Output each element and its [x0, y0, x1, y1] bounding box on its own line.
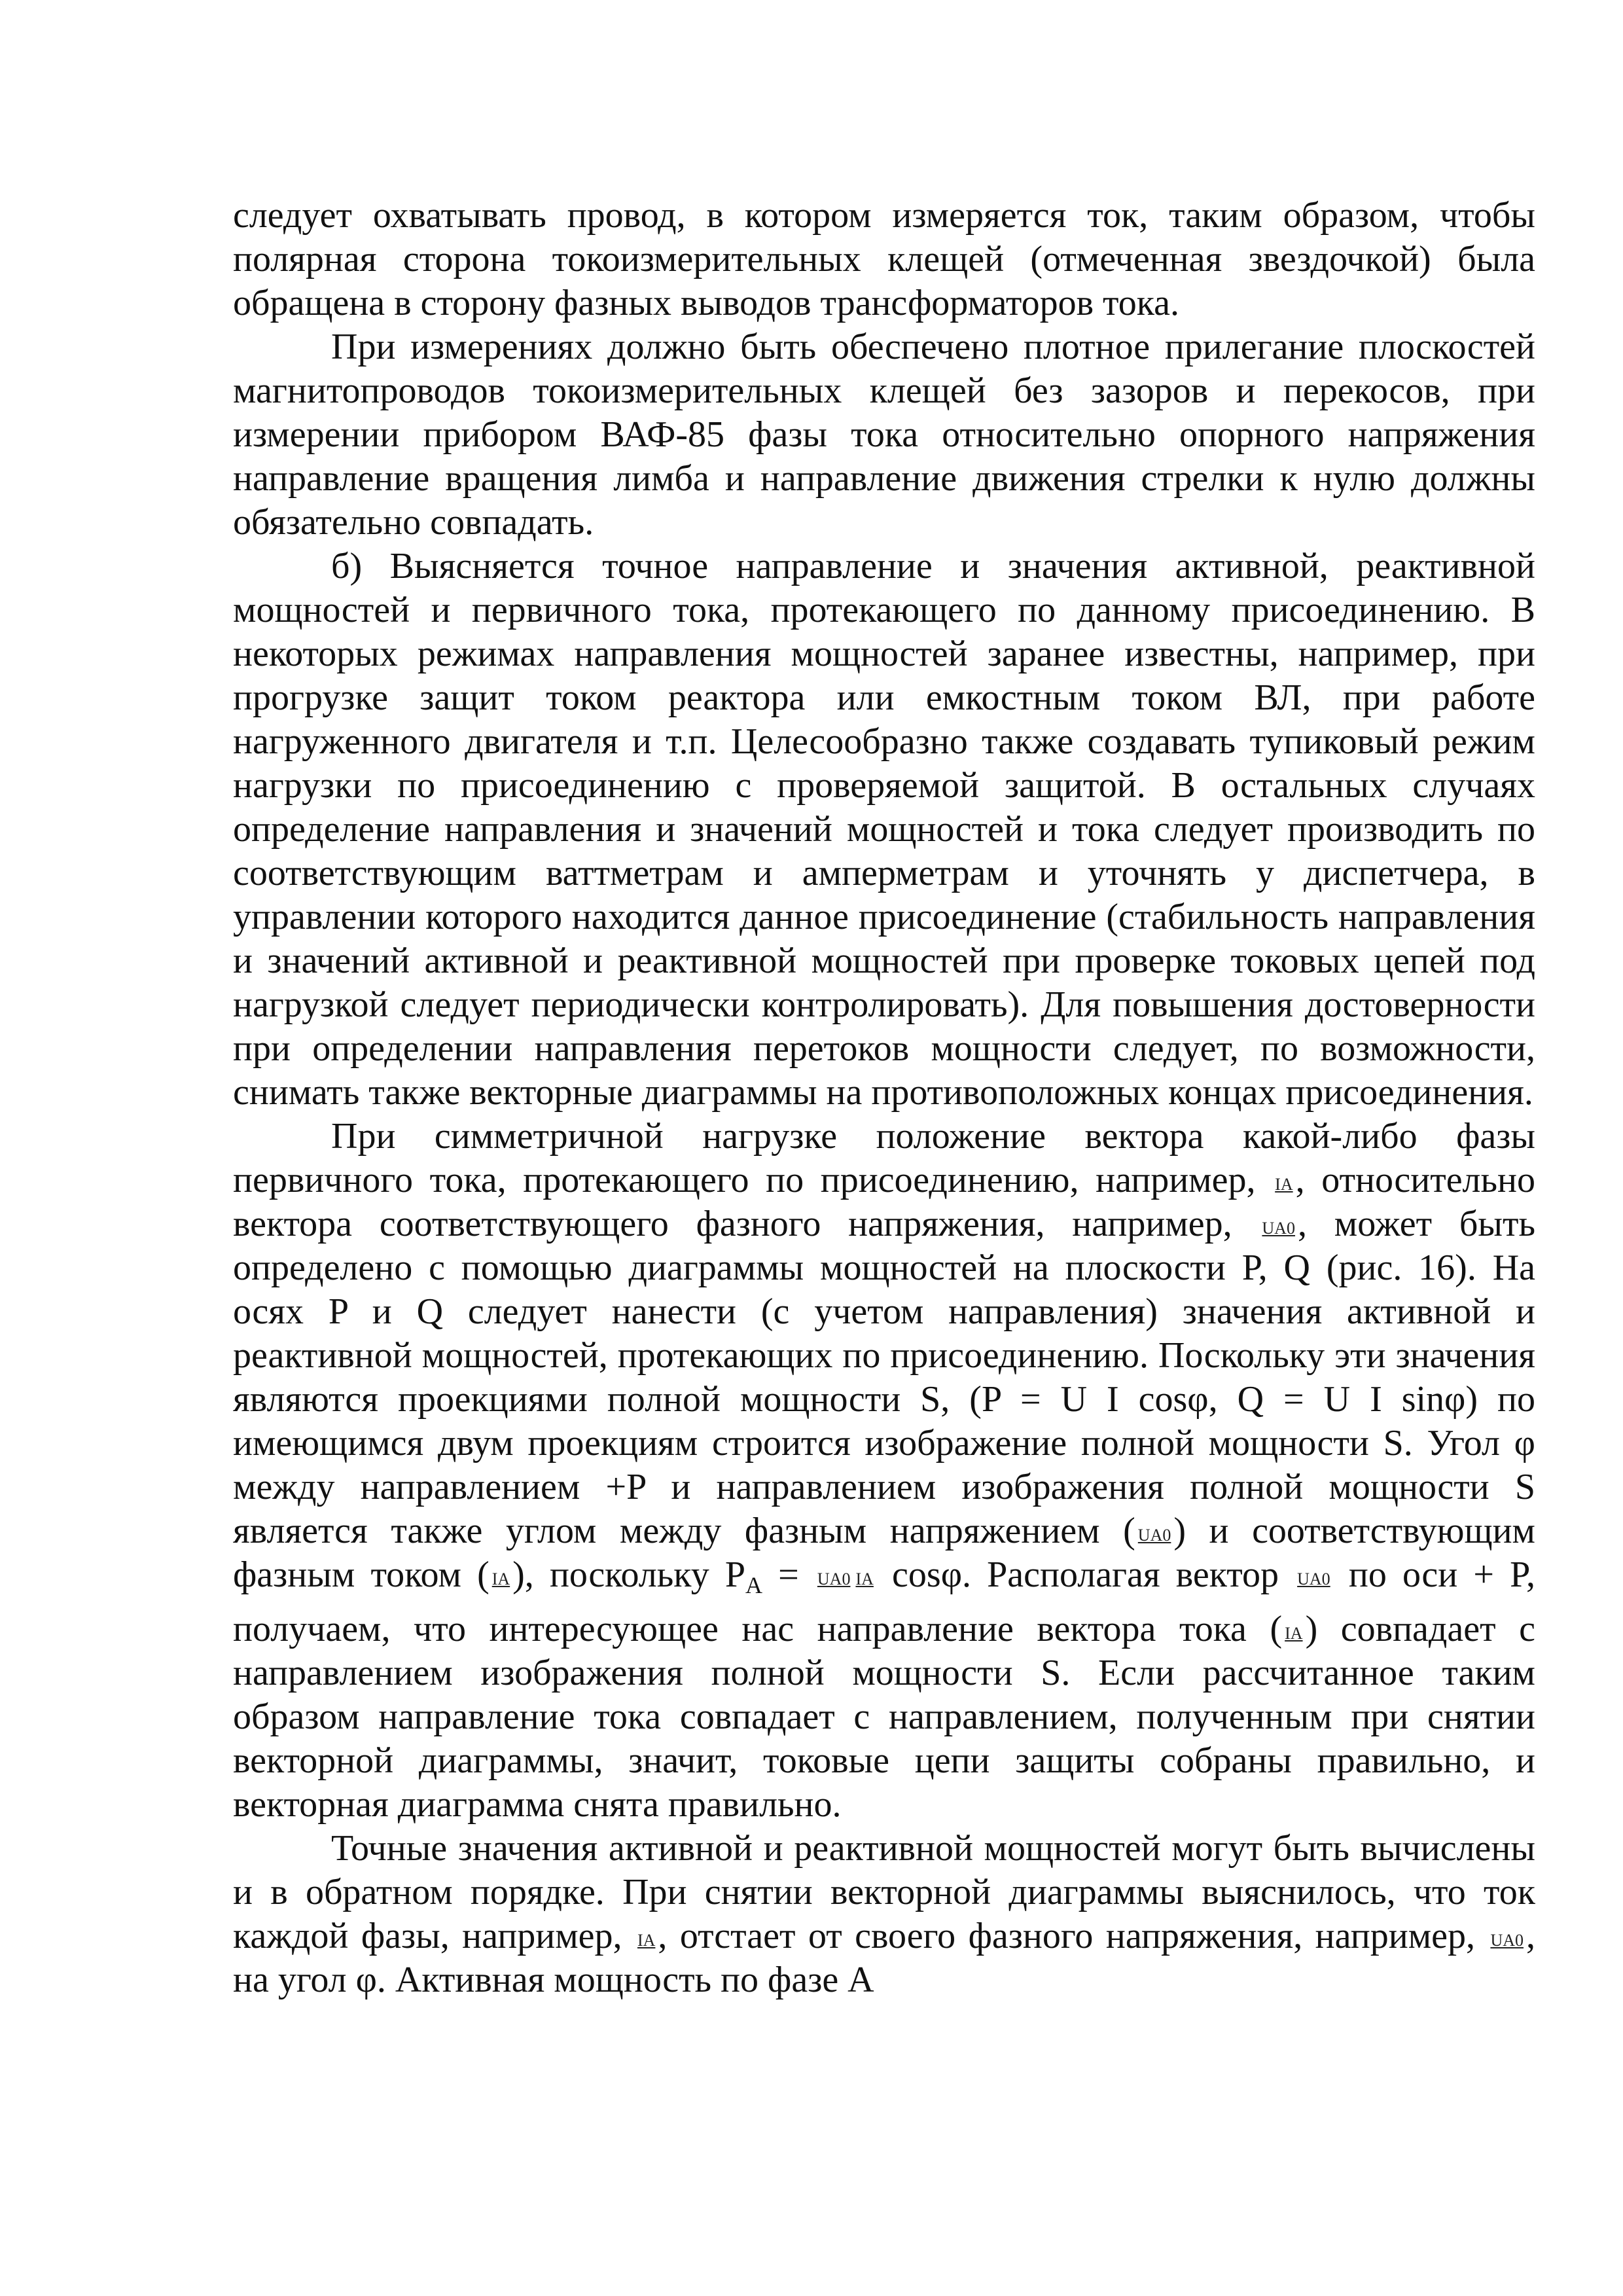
current-ia-symbol: IA	[637, 1931, 656, 1950]
voltage-ua0-symbol: UA0	[817, 1570, 851, 1588]
document-page	[233, 194, 1535, 2002]
paragraph-2: При измерениях должно быть обеспечено плотное прилегание плоскостей магнитопроводов токоизмерительных клещей без зазоров и перекосов, при измерении прибором ВАФ-85 фазы тока относительно опорного напряжения направление вращения лимба и направление движения стрелки к нулю должны обязательно совпадать.	[233, 327, 1535, 543]
voltage-ua0-symbol: UA0	[1490, 1931, 1524, 1950]
p4-text-8: по оси + P, получаем, что интересующее нас направление вектора тока (	[233, 1554, 1536, 1649]
voltage-ua0-symbol: UA0	[1262, 1219, 1295, 1238]
p4-text-5: ), поскольку P	[512, 1554, 745, 1595]
p4-text-6: =	[762, 1554, 799, 1595]
p5-text-1: Точные значения активной и реактивной мощностей могут быть вычислены и в обратном порядке. При снятии векторной диаграммы выяснилось, что ток каждой фазы, например,	[233, 1828, 1535, 1956]
p4-text-4: ) и соответствующим фазным током (	[233, 1511, 1535, 1595]
voltage-ua0-symbol: UA0	[1137, 1526, 1171, 1545]
voltage-ua0-symbol: UA0	[1297, 1570, 1330, 1588]
p4-text-7: cosφ. Располагая вектор	[892, 1554, 1279, 1595]
current-ia-symbol: IA	[855, 1570, 874, 1588]
paragraph-3: б) Выясняется точное направление и значения активной, реактивной мощностей и первичного тока, протекающего по данному присоединению. В некоторых режимах направления мощностей заранее известны, например, при прогрузке защит током реактора или емкостным током ВЛ, при работе нагруженного двигателя и т.п. Целесообразно также создавать тупиковый режим нагрузки по присоединению с проверяемой защитой. В остальных случаях определение направления и значений мощностей и тока следует производить по соответствующим ваттметрам и амперметрам и уточнять у диспетчера, в управлении которого находится данное присоединение (стабильность направления и значений активной и реактивной мощностей при проверке токовых цепей под нагрузкой следует периодически контролировать). Для повышения достоверности при определении направления перетоков мощности следует, по возможности, снимать также векторные диаграммы на противоположных концах присоединения.	[233, 546, 1535, 1113]
current-ia-symbol: IA	[1285, 1624, 1303, 1643]
p5-text-3: , на угол φ. Активная мощность по фазе А	[233, 1916, 1536, 2000]
paragraph-4	[233, 1115, 1535, 1827]
current-ia-symbol: IA	[491, 1570, 510, 1588]
p4-text-2: , относительно вектора соответствующего фазного напряжения, например,	[233, 1160, 1536, 1244]
current-ia-symbol: IA	[1275, 1175, 1293, 1194]
p4-text-9: ) совпадает с направлением изображения полной мощности S. Если рассчитанное таким образом направление тока совпадает с направлением, полученным при снятии векторной диаграммы, значит, токовые цепи защиты собраны правильно, и векторная диаграмма снята правильно.	[233, 1609, 1535, 1825]
p4-subscript-a: A	[745, 1572, 762, 1598]
paragraph-1: следует охватывать провод, в котором измеряется ток, таким образом, чтобы полярная сторона токоизмерительных клещей (отмеченная звездочкой) была обращена в сторону фазных выводов трансформаторов тока.	[233, 195, 1535, 323]
p5-text-2: , отстает от своего фазного напряжения, например,	[658, 1916, 1475, 1956]
paragraph-5	[233, 1827, 1535, 2002]
p4-text-3: , может быть определено с помощью диаграммы мощностей на плоскости P, Q (рис. 16). На осях P и Q следует нанести (с учетом направления) значения активной и реактивной мощностей, протекающих по присоединению. Поскольку эти значения являются проекциями полной мощности S, (P = U I cosφ, Q = U I sinφ) по имеющимся двум проекциям строится изображение полной мощности S. Угол φ между направлением +P и направлением изображения полной мощности S является также углом между фазным напряжением (	[233, 1204, 1536, 1551]
p4-text-1: При симметричной нагрузке положение вектора какой-либо фазы первичного тока, протекающего по присоединению, например,	[233, 1116, 1535, 1200]
